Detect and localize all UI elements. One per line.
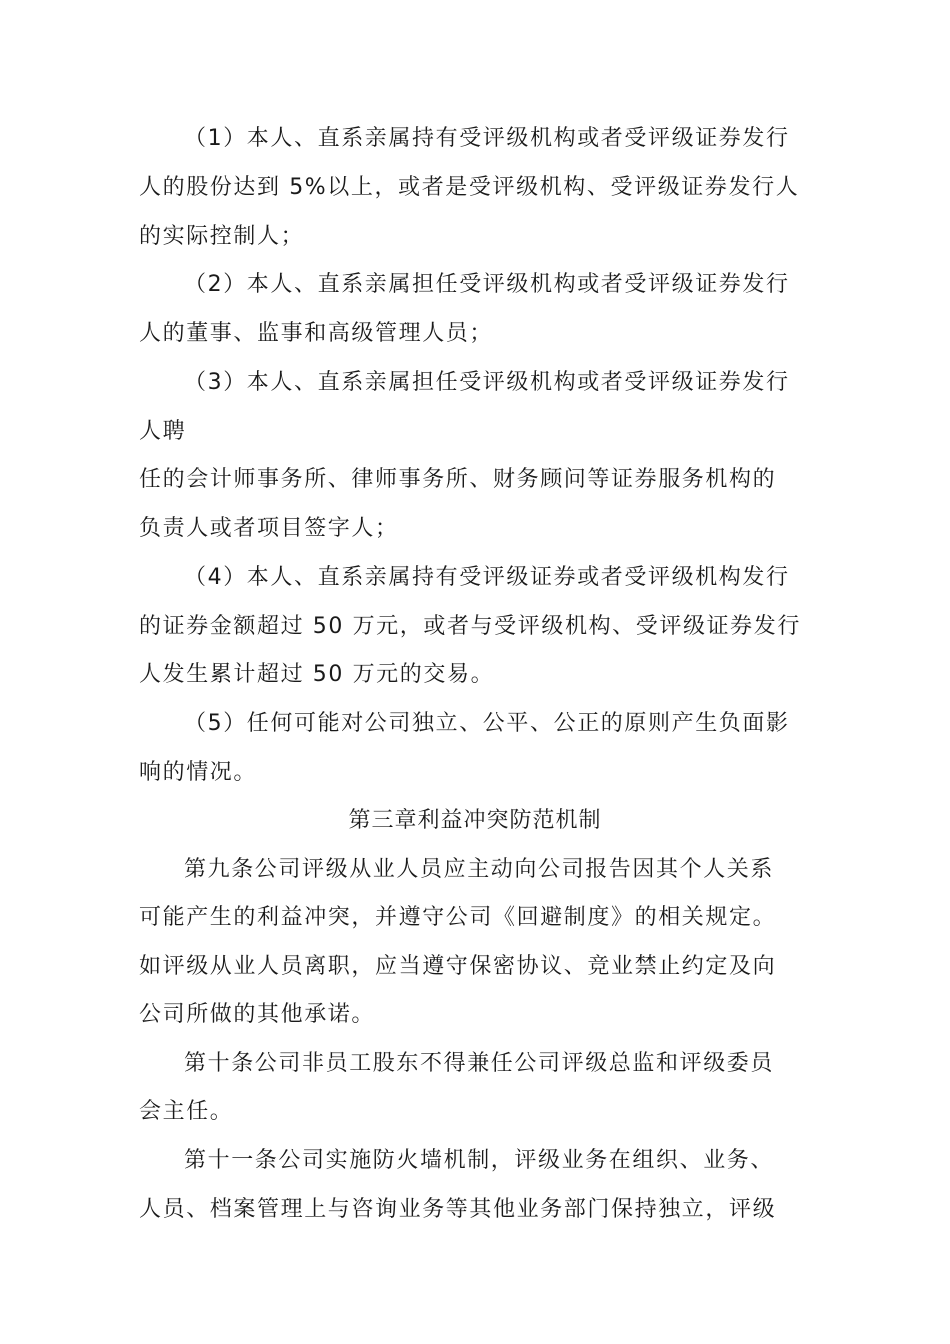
paragraph-line: 公司所做的其他承诺。 xyxy=(139,1002,376,1027)
paragraph-line: 人发生累计超过 50 万元的交易。 xyxy=(139,662,495,687)
paragraph-line: 会主任。 xyxy=(139,1099,234,1124)
paragraph-line: 可能产生的利益冲突，并遵守公司《回避制度》的相关规定。 xyxy=(139,905,777,930)
paragraph-line: 的实际控制人； xyxy=(139,224,305,249)
paragraph-line: （3）本人、直系亲属担任受评级机构或者受评级证券发行 xyxy=(184,370,790,395)
paragraph-line: （5）任何可能对公司独立、公平、公正的原则产生负面影 xyxy=(184,711,790,736)
paragraph-line: （1）本人、直系亲属持有受评级机构或者受评级证券发行 xyxy=(184,126,790,151)
paragraph-line: 人员、档案管理上与咨询业务等其他业务部门保持独立，评级 xyxy=(139,1197,777,1222)
chapter-heading: 第三章利益冲突防范机制 xyxy=(348,808,602,833)
paragraph-line: 响的情况。 xyxy=(139,760,258,785)
paragraph-line: 人聘 xyxy=(139,419,187,444)
paragraph-line: 的证券金额超过 50 万元，或者与受评级机构、受评级证券发行 xyxy=(139,614,801,639)
paragraph-line: 人的董事、监事和高级管理人员； xyxy=(139,321,494,346)
paragraph-line: 负责人或者项目签字人； xyxy=(139,516,399,541)
paragraph-line: 第十条公司非员工股东不得兼任公司评级总监和评级委员 xyxy=(184,1051,775,1076)
paragraph-line: 任的会计师事务所、律师事务所、财务顾问等证券服务机构的 xyxy=(139,467,777,492)
paragraph-line: 如评级从业人员离职，应当遵守保密协议、竞业禁止约定及向 xyxy=(139,954,777,979)
paragraph-line: （4）本人、直系亲属持有受评级证券或者受评级机构发行 xyxy=(184,565,790,590)
paragraph-line: 人的股份达到 5%以上，或者是受评级机构、受评级证券发行人 xyxy=(139,175,800,200)
paragraph-line: （2）本人、直系亲属担任受评级机构或者受评级证券发行 xyxy=(184,272,790,297)
paragraph-line: 第九条公司评级从业人员应主动向公司报告因其个人关系 xyxy=(184,857,775,882)
paragraph-line: 第十一条公司实施防火墙机制，评级业务在组织、业务、 xyxy=(184,1148,775,1173)
